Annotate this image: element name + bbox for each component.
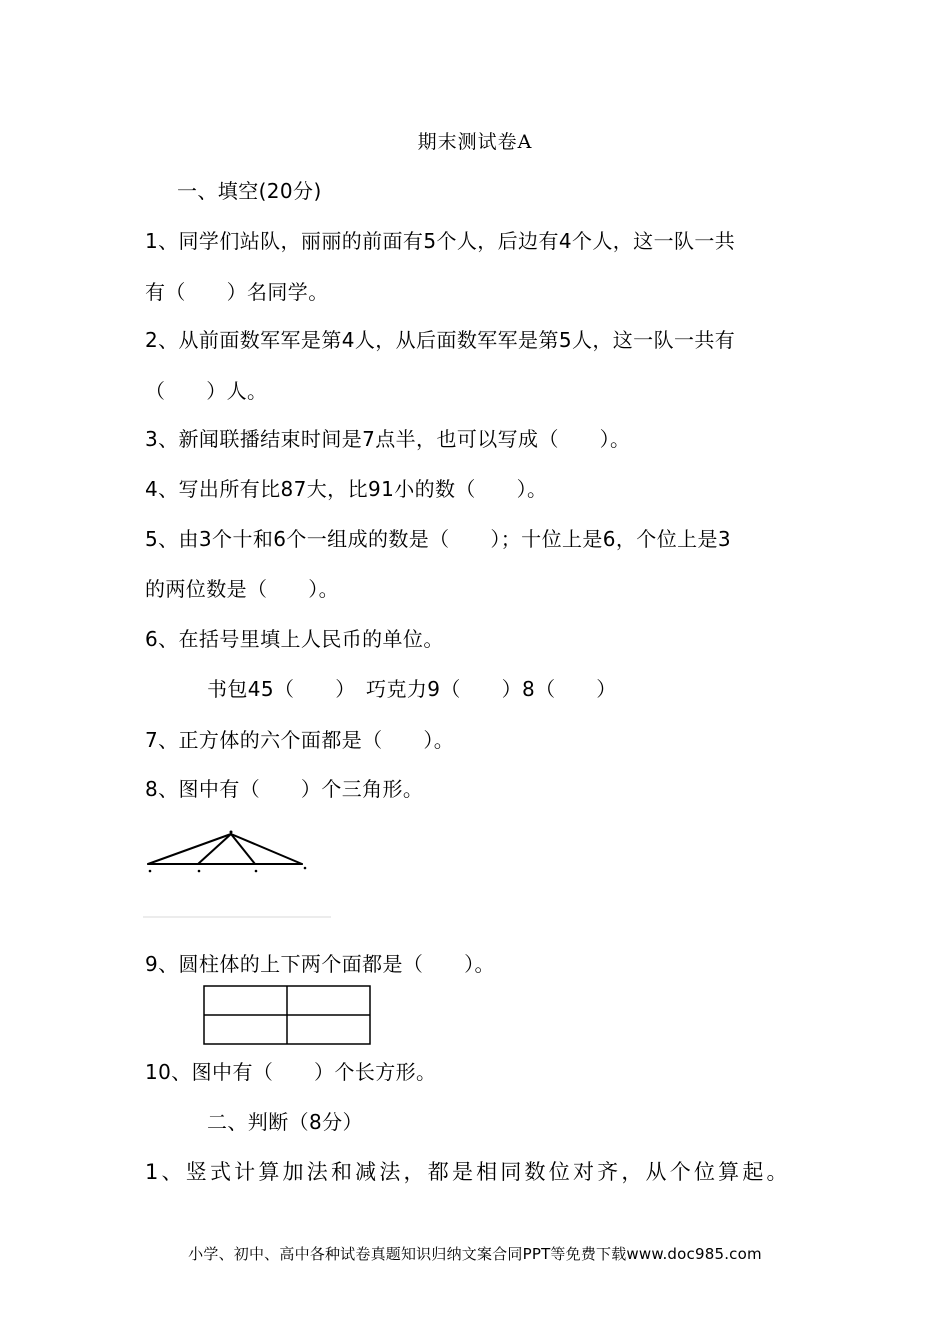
question-5-line-1: 5、由3个十和6个一组成的数是（ ）；十位上是6，个位上是3 (145, 527, 732, 551)
question-4: 4、写出所有比87大，比91小的数（ ）。 (145, 477, 548, 501)
question-5-line-2: 的两位数是（ ）。 (145, 577, 339, 601)
question-8: 8、图中有（ ）个三角形。 (145, 777, 424, 801)
judgement-question-1: 1、竖式计算加法和减法，都是相同数位对齐，从个位算起。 (145, 1160, 791, 1184)
question-7: 7、正方体的六个面都是（ ）。 (145, 728, 455, 752)
rectangle-grid-figure (203, 985, 373, 1047)
question-1-line-1: 1、同学们站队，丽丽的前面有5个人，后边有4个人，这一队一共 (145, 229, 736, 253)
section-heading-judgement: 二、判断（8分） (207, 1110, 363, 1134)
question-6: 6、在括号里填上人民币的单位。 (145, 627, 444, 651)
question-3: 3、新闻联播结束时间是7点半，也可以写成（ ）。 (145, 427, 631, 451)
question-2-line-1: 2、从前面数军军是第4人，从后面数军军是第5人，这一队一共有 (145, 328, 736, 352)
section-heading-fill-blank: 一、填空(20分) (177, 179, 322, 203)
question-9: 9、圆柱体的上下两个面都是（ ）。 (145, 952, 495, 976)
divider-line (143, 916, 333, 920)
question-2-line-2: （ ）人。 (145, 379, 268, 403)
question-1-line-2: 有（ ）名同学。 (145, 280, 329, 304)
page-title: 期末测试卷A (417, 131, 533, 153)
triangle-figure (145, 828, 315, 878)
question-10: 10、图中有（ ）个长方形。 (145, 1060, 437, 1084)
footer-text: 小学、初中、高中各种试卷真题知识归纳文案合同PPT等免费下载www.doc985.com (188, 1245, 762, 1263)
triangle-lines (148, 834, 302, 864)
question-6-items: 书包45（ ） 巧克力9（ ）8（ ） (207, 677, 617, 701)
